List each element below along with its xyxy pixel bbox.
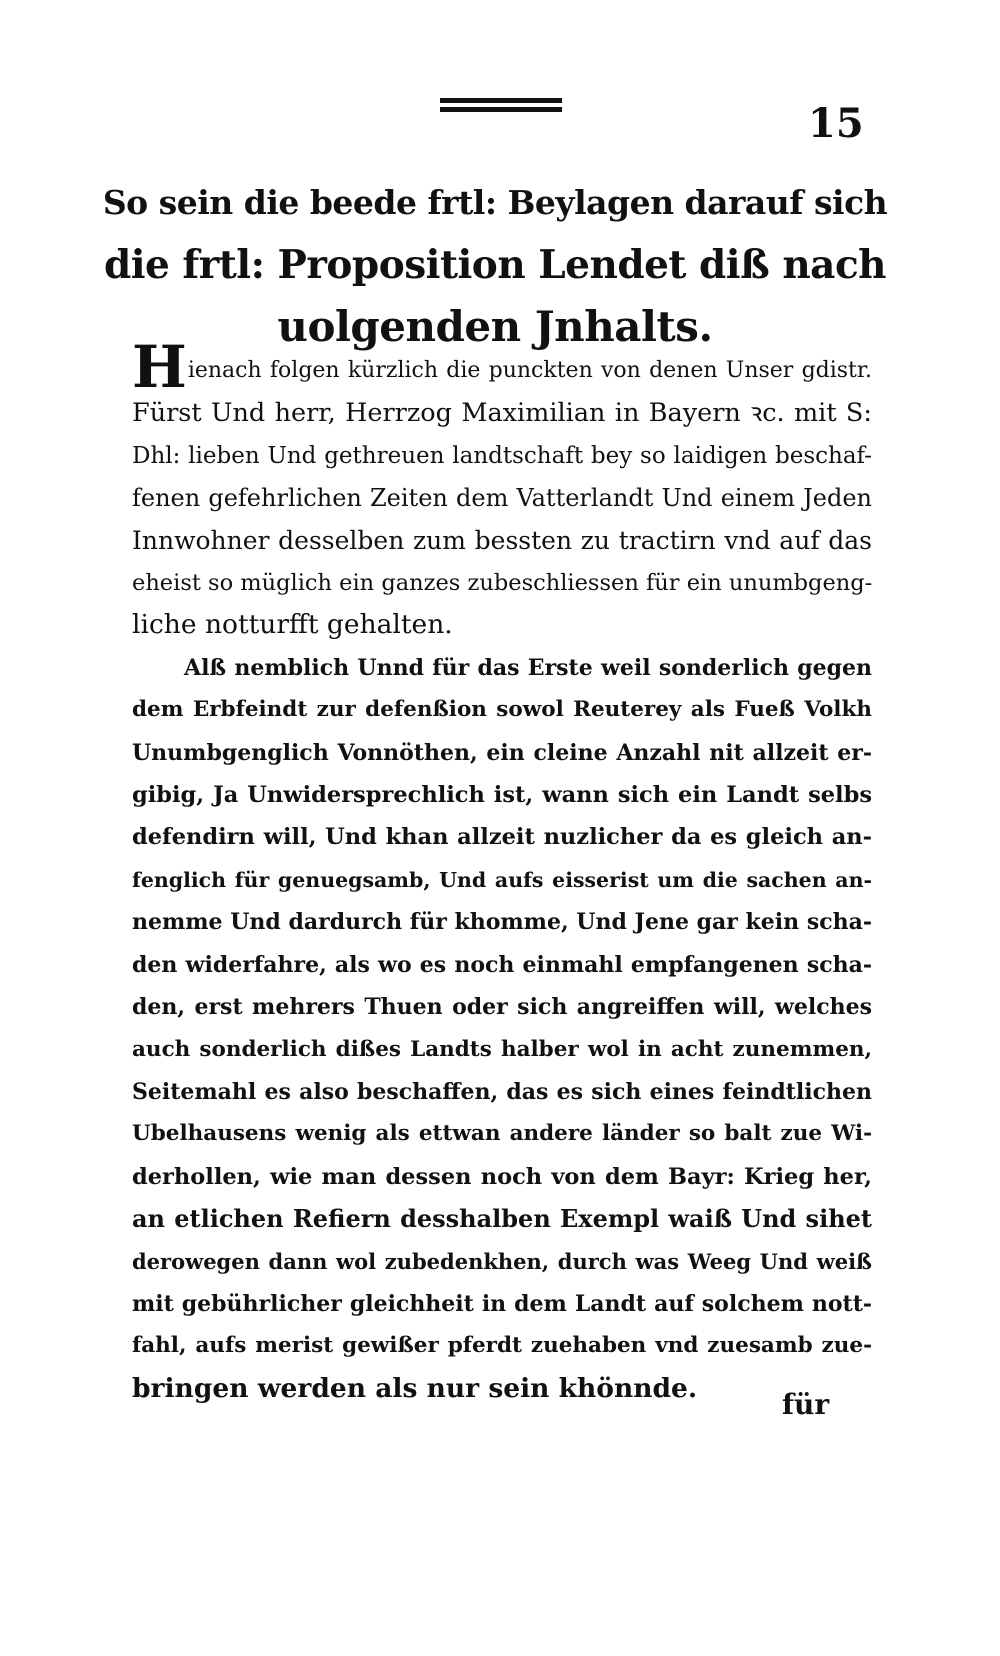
text-line: den widerfahre, als wo es noch einmahl empfangenen scha- xyxy=(132,951,872,978)
text-line: defendirn will, Und khan allzeit nuzlicher da es gleich an- xyxy=(132,824,872,851)
text-line: auch sonderlich dißes Landts halber wol in acht zunemmen, xyxy=(132,1036,872,1062)
text-line: Unumbgenglich Vonnöthen, ein cleine Anzahl nit allzeit er- xyxy=(132,739,872,766)
text-line: liche notturfft gehalten. xyxy=(132,609,453,641)
paragraph-2 xyxy=(132,647,872,1410)
text-line: den, erst mehrers Thuen oder sich angreiffen will, welches xyxy=(132,994,872,1021)
text-line: an etlichen Refiern desshalben Exempl waiß Und sihet xyxy=(132,1204,872,1234)
catchword: für xyxy=(782,1388,830,1421)
text-line: mit gebührlicher gleichheit in dem Landt auf solchem nott- xyxy=(132,1290,872,1317)
title-line: die frtl: Proposition Lendet diß nach xyxy=(103,242,887,288)
text-line: fenglich für genuegsamb, Und aufs eisserist um die sachen an- xyxy=(132,867,872,892)
paragraph-1 xyxy=(132,333,873,647)
text-line: bringen werden als nur sein khönnde. xyxy=(132,1372,698,1404)
header-rule xyxy=(440,98,562,116)
text-line: derhollen, wie man dessen noch von dem Bayr: Krieg her, xyxy=(132,1163,872,1190)
body-text xyxy=(132,333,873,1410)
text-line: Hienach folgen kürzlich die punckten von denen Unser gdistr. xyxy=(132,333,872,401)
text-line: eheist so müglich ein ganzes zubeschliessen für ein unumbgeng- xyxy=(132,570,873,597)
section-title xyxy=(100,172,890,358)
text-line: fenen gefehrlichen Zeiten dem Vatterlandt Und einem Jeden xyxy=(132,484,872,513)
text-line: derowegen dann wol zubedenkhen, durch was Weeg Und weiß xyxy=(132,1248,872,1274)
rule-bar xyxy=(440,98,562,103)
title-line: uolgenden Jnhalts. xyxy=(277,302,713,351)
title-line: So sein die beede frtl: Beylagen darauf sich xyxy=(102,183,888,222)
text-line: Seitemahl es also beschaffen, das es sich eines feindtlichen xyxy=(132,1078,872,1105)
rule-bar xyxy=(440,107,562,112)
text-line: Dhl: lieben Und gethreuen landtschaft bey so laidigen beschaf- xyxy=(132,442,872,469)
text-line: dem Erbfeindt zur defenßion sowol Reuterey als Fueß Volkh xyxy=(132,697,872,723)
text-line: nemme Und dardurch für khomme, Und Jene gar kein scha- xyxy=(132,909,872,936)
text-line: Innwohner desselben zum bessten zu tractirn vnd auf das xyxy=(132,525,872,555)
text-line: gibig, Ja Unwidersprechlich ist, wann sich ein Landt selbs xyxy=(132,782,872,809)
text-line: Alß nemblich Unnd für das Erste weil sonderlich gegen xyxy=(184,654,872,681)
text-line: fahl, aufs merist gewißer pferdt zuehaben vnd zuesamb zue- xyxy=(132,1333,872,1359)
drop-cap: H xyxy=(132,333,187,401)
page-number: 15 xyxy=(808,100,864,147)
text-line: Ubelhausens wenig als ettwan andere länder so balt zue Wi- xyxy=(132,1121,872,1147)
text-line: Fürst Und herr, Herrzog Maximilian in Bayern ꝛc. mit S: xyxy=(132,398,872,429)
